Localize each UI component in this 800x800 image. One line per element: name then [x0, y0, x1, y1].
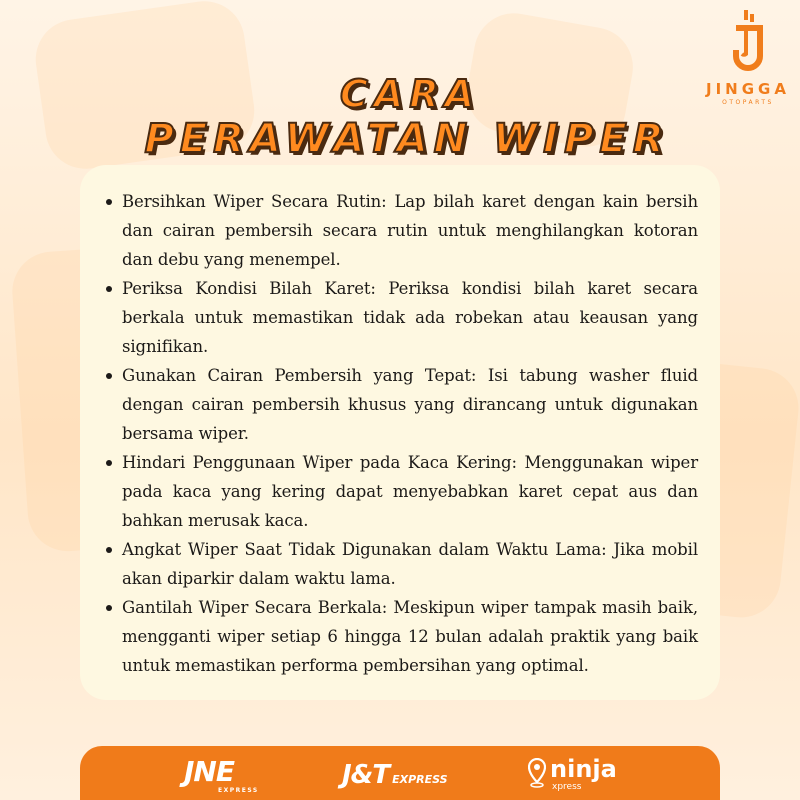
tip-item: Gantilah Wiper Secara Berkala: Meskipun wiper tampak masih baik, mengganti wiper setiap 6 hingga 12 bulan adalah praktik yang baik untuk memastikan performa pembersihan yang optimal.: [106, 593, 698, 680]
courier-name-jt: J&T: [342, 760, 390, 790]
page-title: [0, 72, 800, 162]
tips-list: [106, 187, 698, 680]
courier-name-ninja: ninja: [550, 755, 617, 783]
tip-item: Periksa Kondisi Bilah Karet: Periksa kondisi bilah karet secara berkala untuk memastikan tidak ada robekan atau keausan yang signifikan.: [106, 274, 698, 361]
tip-item: Angkat Wiper Saat Tidak Digunakan dalam Waktu Lama: Jika mobil akan diparkir dalam waktu lama.: [106, 535, 698, 593]
title-line-2: PERAWATAN WIPER: [144, 116, 670, 162]
courier-footer: [80, 746, 720, 800]
courier-logo-jt: [342, 760, 448, 790]
courier-logo-jne: [184, 757, 259, 794]
tip-item: Bersihkan Wiper Secara Rutin: Lap bilah karet dengan kain bersih dan cairan pembersih secara rutin untuk menghilangkan kotoran dan debu yang menempel.: [106, 187, 698, 274]
tip-item: Hindari Penggunaan Wiper pada Kaca Kering: Menggunakan wiper pada kaca yang kering dapat menyebabkan karet cepat aus dan bahkan merusak kaca.: [106, 448, 698, 535]
title-line-1: CARA: [340, 72, 480, 116]
courier-sub-ninja: xpress: [552, 782, 582, 792]
jingga-logo-icon: [728, 10, 768, 76]
courier-sub-jne: EXPRESS: [218, 787, 259, 794]
location-pin-icon: [528, 758, 546, 788]
tip-item: Gunakan Cairan Pembersih yang Tepat: Isi tabung washer fluid dengan cairan pembersih khusus yang dirancang untuk digunakan bersama wiper.: [106, 361, 698, 448]
courier-name-jne: JNE: [184, 755, 234, 788]
tips-card: [80, 165, 720, 700]
courier-sub-jt: EXPRESS: [392, 773, 448, 786]
brand-name: JINGGA: [706, 80, 790, 98]
brand-tagline: OTOPARTS: [722, 99, 774, 106]
courier-logo-ninja: [528, 756, 617, 792]
